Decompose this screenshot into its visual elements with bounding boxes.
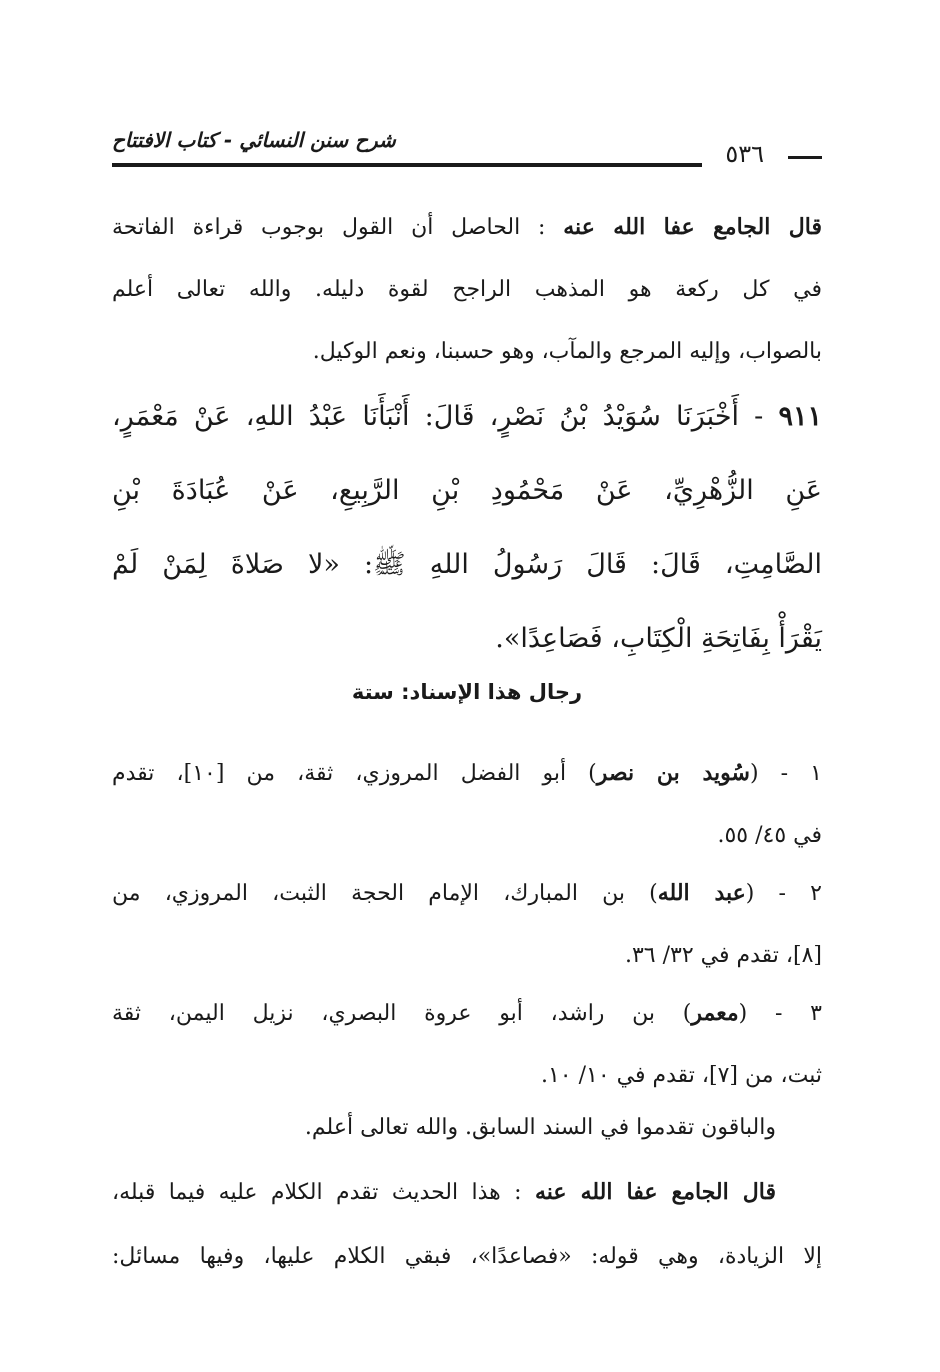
section-heading: رجال هذا الإسناد: ستة — [351, 680, 583, 704]
narrator-1 — [112, 742, 822, 867]
note-line: والباقون تقدموا في السند السابق. والله تعالى أعلم. — [304, 1115, 776, 1140]
paragraph-line: بالصواب، وإليه المرجع والمآب، وهو حسبنا، ونعم الوكيل. — [312, 339, 822, 364]
page-number-dash — [788, 156, 822, 159]
paragraph-line: قال الجامع عفا الله عنه : الحاصل أن القول بوجوب قراءة الفاتحة — [112, 214, 822, 240]
narrator-name: سُويد بن نصر — [596, 760, 750, 786]
hadith-line: عَنِ الزُّهْرِيِّ، عَنْ مَحْمُودِ بْنِ الرَّبِيعِ، عَنْ عُبَادَةَ بْنِ — [112, 475, 822, 506]
hadith-line: الصَّامِتِ، قَالَ: قَالَ رَسُولُ اللهِ ﷺ: «لا صَلاةَ لِمَنْ لَمْ — [112, 549, 822, 580]
page-number: ٥٣٦ — [725, 140, 764, 168]
author-remark-label: قال الجامع عفا الله عنه — [534, 1179, 776, 1205]
narrator-3 — [112, 982, 822, 1107]
opening-paragraph — [112, 196, 822, 383]
paragraph-line: في كل ركعة هو المذهب الراجح لقوة دليله. والله تعالى أعلم — [112, 277, 822, 302]
author-remark-label: قال الجامع عفا الله عنه — [563, 214, 822, 240]
page-header — [112, 128, 822, 168]
narrator-line: [٨]، تقدم في ٣٢/ ٣٦. — [624, 943, 822, 968]
closing-paragraph — [112, 1160, 822, 1289]
paragraph-line: قال الجامع عفا الله عنه : هذا الحديث تقدم الكلام عليه فيما قبله، — [112, 1179, 776, 1205]
narrator-line: ثبت، من [٧]، تقدم في ١٠/ ١٠. — [540, 1063, 822, 1088]
narrator-line: ٢ - (عبد الله) بن المبارك، الإمام الحجة الثبت، المروزي، من — [112, 880, 822, 906]
hadith-text — [112, 380, 822, 676]
narrator-line: ٣ - (معمر) بن راشد، أبو عروة البصري، نزيل اليمن، ثقة — [112, 1000, 822, 1026]
paragraph-line: إلا الزيادة، وهي قوله: «فصاعدًا»، فبقي الكلام عليها، وفيها مسائل: — [112, 1244, 822, 1269]
narrator-line: في ٤٥/ ٥٥. — [717, 823, 822, 848]
narrator-line: ١ - (سُويد بن نصر) أبو الفضل المروزي، ثقة، من [١٠]، تقدم — [112, 760, 822, 786]
narrator-name: عبد الله — [657, 880, 746, 906]
narrator-name: معمر — [691, 1000, 739, 1026]
remaining-narrators-note — [112, 1104, 822, 1152]
narrator-2 — [112, 862, 822, 987]
hadith-line: يَقْرَأْ بِفَاتِحَةِ الْكِتَابِ، فَصَاعِدًا». — [495, 623, 822, 654]
hadith-number: ٩١١ — [778, 401, 822, 432]
running-title: شرح سنن النسائي - كتاب الافتتاح — [112, 128, 396, 152]
hadith-line: ٩١١ - أَخْبَرَنَا سُوَيْدُ بْنُ نَصْرٍ، قَالَ: أَنْبَأَنَا عَبْدُ اللهِ، عَنْ مَعْمَرٍ، — [112, 401, 822, 432]
header-rule — [112, 163, 702, 167]
